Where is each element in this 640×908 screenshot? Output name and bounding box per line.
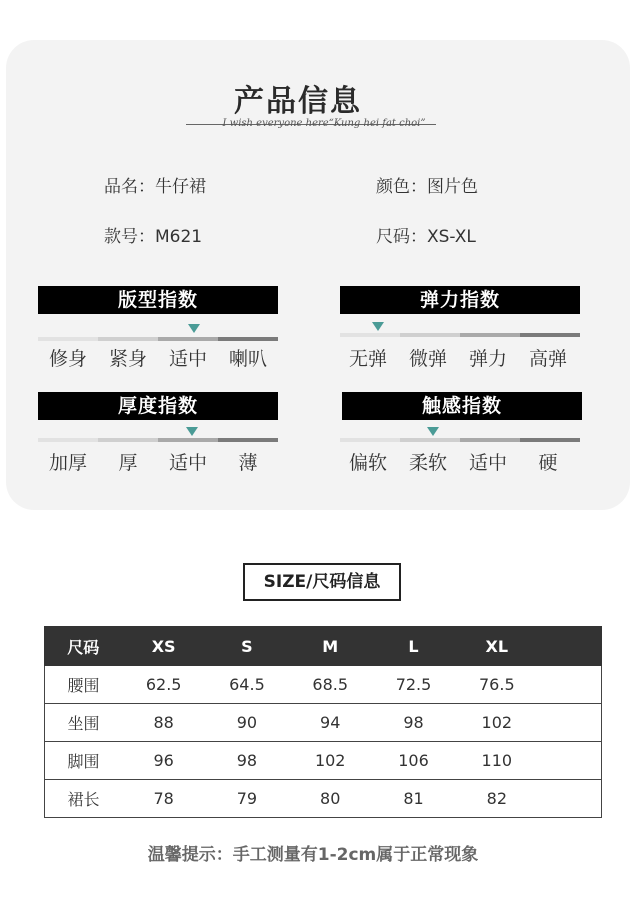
thickness-index-labels: [38, 448, 278, 475]
table-cell: 106: [372, 742, 455, 780]
size-header-cell: XL: [455, 627, 538, 666]
touch-index-labels: [338, 448, 578, 475]
touch-index-label: 柔软: [408, 452, 447, 474]
product-size-range: 尺码：XS-XL: [376, 227, 476, 247]
table-row: [45, 780, 602, 818]
thickness-index-label: 适中: [168, 452, 207, 474]
touch-index-label: 适中: [468, 452, 507, 474]
table-cell: 88: [122, 704, 205, 742]
table-cell: 98: [205, 742, 288, 780]
size-header-spacer: [539, 627, 602, 666]
table-cell: 78: [122, 780, 205, 818]
elasticity-index-labels: [338, 344, 578, 371]
thickness-index-label: 厚: [118, 452, 138, 474]
size-header-cell: L: [372, 627, 455, 666]
page-subtitle: [182, 116, 466, 132]
table-cell: 81: [372, 780, 455, 818]
table-cell: 裙长: [45, 780, 123, 818]
thickness-index-title: 厚度指数: [38, 392, 278, 420]
size-table: [44, 626, 602, 818]
fit-index-label: 紧身: [108, 348, 147, 370]
thickness-index-scale: [38, 438, 278, 442]
thickness-index-label: 薄: [238, 452, 258, 474]
table-cell: 62.5: [122, 666, 205, 704]
page-subtitle-text: I wish everyone here“Kung hei fat choi”: [222, 118, 426, 129]
table-cell: 68.5: [289, 666, 372, 704]
fit-index-labels: [38, 344, 278, 371]
product-model: 款号：M621: [104, 227, 203, 247]
size-header-cell: S: [205, 627, 288, 666]
table-cell: [539, 704, 602, 742]
elasticity-index-label: 微弹: [408, 348, 447, 370]
table-cell: 79: [205, 780, 288, 818]
page-title: 产品信息: [234, 84, 362, 119]
table-row: [45, 704, 602, 742]
touch-index-scale: [340, 438, 580, 442]
fit-index-scale: [38, 337, 278, 341]
table-cell: 坐围: [45, 704, 123, 742]
thickness-index-marker-icon: [186, 427, 198, 436]
table-cell: 102: [455, 704, 538, 742]
fit-index-label: 适中: [168, 348, 207, 370]
touch-index-title: 触感指数: [342, 392, 582, 420]
size-table-header: [45, 627, 602, 666]
table-cell: 80: [289, 780, 372, 818]
elasticity-index-title: 弹力指数: [340, 286, 580, 314]
fit-index-marker-icon: [188, 324, 200, 333]
size-header-cell: M: [289, 627, 372, 666]
table-cell: [539, 742, 602, 780]
table-cell: 94: [289, 704, 372, 742]
product-color: 颜色：图片色: [376, 177, 478, 197]
touch-index-label: 偏软: [348, 452, 387, 474]
table-cell: 110: [455, 742, 538, 780]
table-cell: 102: [289, 742, 372, 780]
size-section-title: SIZE/尺码信息: [243, 563, 401, 601]
fit-index-title: 版型指数: [38, 286, 278, 314]
table-row: [45, 666, 602, 704]
table-cell: 脚围: [45, 742, 123, 780]
size-header-cell: 尺码: [45, 627, 123, 666]
table-cell: 72.5: [372, 666, 455, 704]
elasticity-index-marker-icon: [372, 322, 384, 331]
size-header-cell: XS: [122, 627, 205, 666]
elasticity-index-label: 弹力: [468, 348, 507, 370]
table-cell: [539, 780, 602, 818]
table-cell: 76.5: [455, 666, 538, 704]
fit-index-label: 喇叭: [228, 348, 267, 370]
table-cell: 腰围: [45, 666, 123, 704]
measurement-note: 温馨提示：手工测量有1-2cm属于正常现象: [147, 845, 479, 865]
fit-index-label: 修身: [48, 348, 87, 370]
thickness-index-label: 加厚: [48, 452, 87, 474]
elasticity-index-scale: [340, 333, 580, 337]
table-cell: 96: [122, 742, 205, 780]
touch-index-label: 硬: [538, 452, 558, 474]
table-row: [45, 742, 602, 780]
table-cell: 98: [372, 704, 455, 742]
touch-index-marker-icon: [427, 427, 439, 436]
table-cell: 82: [455, 780, 538, 818]
product-name: 品名：牛仔裙: [104, 177, 206, 197]
table-cell: 64.5: [205, 666, 288, 704]
elasticity-index-label: 无弹: [348, 348, 387, 370]
table-cell: [539, 666, 602, 704]
table-cell: 90: [205, 704, 288, 742]
elasticity-index-label: 高弹: [528, 348, 567, 370]
